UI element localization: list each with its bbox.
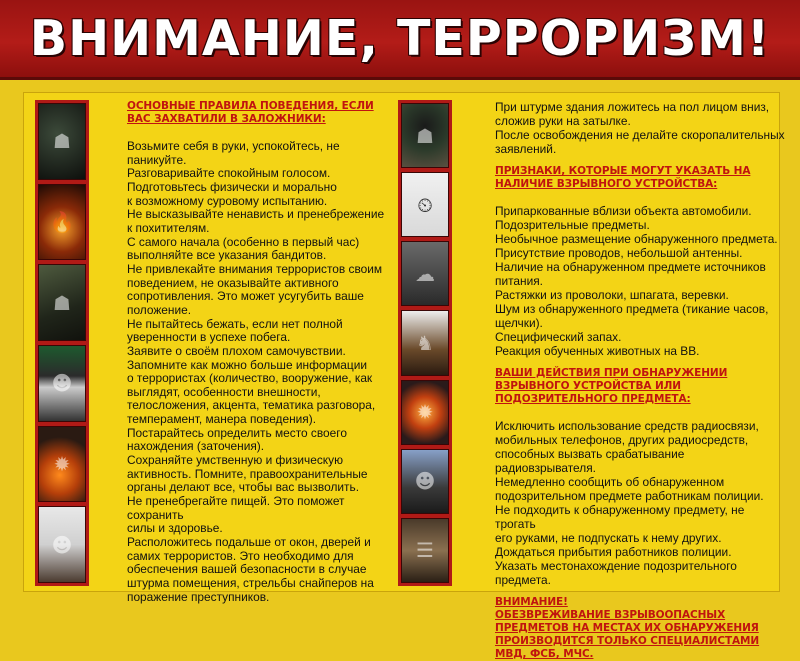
poster-header	[0, 0, 800, 80]
rule-line: Не пренебрегайте пищей. Это поможет сохранить	[127, 494, 345, 522]
rule-line: активность. Помните, правоохранительные	[127, 466, 368, 481]
warning-heading: ВНИМАНИЕ!	[495, 596, 568, 608]
rule-line: Постарайтесь определить место своего	[127, 425, 347, 440]
masked-militant-photo-icon: ☗	[401, 103, 449, 168]
soldiers-photo-icon: ☗	[38, 264, 86, 341]
rule-line: о террористах (количество, вооружение, как	[127, 371, 373, 386]
rule-line: сопротивления. Это может усугубить ваше	[127, 289, 364, 304]
hostage-rules-column	[127, 100, 392, 604]
action-line: Указать местонахождение подозрительного предмета.	[495, 559, 737, 587]
explosive-info-column	[495, 100, 785, 661]
hostage-rules-text	[127, 140, 392, 604]
warning-text: ОБЕЗВРЕЖИВАНИЕ ВЗРЫВООПАСНЫХ ПРЕДМЕТОВ НА МЕСТАХ ИХ ОБНАРУЖЕНИЯ ПРОИЗВОДИТСЯ ТОЛЬКО СПЕЦИАЛИСТАМИ МВД, ФСБ, МЧС.	[495, 609, 760, 660]
burning-car-photo-icon: 🔥	[38, 184, 86, 261]
sign-line: Растяжки из проволоки, шпагата, веревки.	[495, 288, 729, 302]
smoke-photo-icon: ☁	[401, 241, 449, 306]
sign-line: Реакция обученных животных на ВВ.	[495, 344, 700, 358]
left-photo-strip	[35, 100, 89, 586]
mid-photo-strip	[398, 100, 452, 586]
rule-line: выглядят, особенности внешности,	[127, 384, 321, 399]
rule-line: самих террористов. Это необходимо для	[127, 548, 354, 563]
action-line: Исключить использование средств радиосвязи,	[495, 419, 759, 433]
signs-heading: ПРИЗНАКИ, КОТОРЫЕ МОГУТ УКАЗАТЬ НА НАЛИЧИЕ ВЗРЫВНОГО УСТРОЙСТВА:	[495, 165, 751, 190]
action-line: подозрительном предмете работникам полиции.	[495, 489, 764, 503]
sign-line: Специфический запах.	[495, 330, 622, 344]
explosion-photo-icon: ✹	[401, 380, 449, 445]
fire-explosion-photo-icon: ✹	[38, 426, 86, 503]
rule-line: Расположитесь подальше от окон, дверей и	[127, 535, 371, 550]
rule-line: положение.	[127, 302, 192, 317]
assault-advice-text	[495, 100, 785, 156]
poster-title: ВНИМАНИЕ, ТЕРРОРИЗМ!	[29, 10, 771, 67]
rule-line: штурма помещения, стрельбы снайперов на	[127, 576, 374, 590]
rule-line: Не пытайтесь бежать, если нет полной	[127, 316, 343, 331]
rule-line: к возможному суровому испытанию.	[127, 193, 328, 208]
assault-advice-line: сложив руки на затылке.	[495, 114, 631, 128]
militants-photo-icon: ☗	[38, 103, 86, 180]
rule-line: Не высказывайте ненависть и пренебрежение	[127, 207, 385, 222]
rule-line: силы и здоровье.	[127, 521, 223, 536]
sign-line: Наличие на обнаруженном предмете источников	[495, 260, 766, 274]
rule-line: уверенности в успехе побега.	[127, 330, 291, 345]
rule-line: поведением, не оказывайте активного	[127, 275, 339, 290]
hostage-rules-heading: ОСНОВНЫЕ ПРАВИЛА ПОВЕДЕНИЯ, ЕСЛИ ВАС ЗАХВАТИЛИ В ЗАЛОЖНИКИ:	[127, 100, 374, 125]
sign-line: щелчки).	[495, 316, 543, 330]
rule-line: телосложения, акцента, тематика разговора,	[127, 398, 376, 413]
assault-advice-line: При штурме здания ложитесь на пол лицом вниз,	[495, 100, 770, 114]
police-dog-photo-icon: ♞	[401, 310, 449, 375]
assault-advice-line: заявлений.	[495, 142, 557, 156]
rule-line: Возьмите себя в руки, успокойтесь, не паникуйте.	[127, 139, 340, 167]
rule-line: обеспечения вашей безопасности в случае	[127, 562, 367, 577]
rule-line: Подготовьтесь физически и морально	[127, 179, 337, 194]
action-line: его руками, не подпускать к нему других.	[495, 531, 722, 545]
rule-line: Заявите о своём плохом самочувствии.	[127, 343, 346, 358]
rule-line: Сохраняйте умственную и физическую	[127, 453, 344, 468]
sign-line: Подозрительные предметы.	[495, 218, 650, 232]
action-line: Дождаться прибытия работников полиции.	[495, 545, 732, 559]
actions-heading: ВАШИ ДЕЙСТВИЯ ПРИ ОБНАРУЖЕНИИ ВЗРЫВНОГО УСТРОЙСТВА ИЛИ ПОДОЗРИТЕЛЬНОГО ПРЕДМЕТА:	[495, 367, 728, 405]
action-line: способных вызвать срабатывание радиовзрывателя.	[495, 447, 685, 475]
crowd-photo-icon: ☻	[401, 449, 449, 514]
rule-line: к похитителям.	[127, 220, 210, 235]
rule-line: Не привлекайте внимания террористов своим	[127, 261, 383, 276]
assault-advice-line: После освобождения не делайте скоропалительных	[495, 128, 785, 142]
rule-line: поражение преступников.	[127, 589, 270, 604]
actions-text	[495, 419, 785, 587]
sign-line: питания.	[495, 274, 543, 288]
hostage-woman-photo-icon: ☻	[38, 345, 86, 422]
rule-line: выполняйте все указания бандитов.	[127, 248, 327, 263]
rule-line: Запомните как можно больше информации	[127, 357, 367, 372]
sign-line: Присутствие проводов, небольшой антенны.	[495, 246, 743, 260]
action-line: Немедленно сообщить об обнаруженном	[495, 475, 725, 489]
rule-line: органы делают все, чтобы вас вызволить.	[127, 480, 359, 495]
rule-line: Разговаривайте спокойным голосом.	[127, 166, 331, 181]
rule-line: нахождения (заточения).	[127, 439, 265, 454]
signs-text	[495, 204, 785, 358]
rule-line: С самого начала (особенно в первый час)	[127, 234, 360, 249]
action-line: Не подходить к обнаруженному предмету, не трогать	[495, 503, 745, 531]
bomb-device-photo-icon: ⏲	[401, 172, 449, 237]
sign-line: Припаркованные вблизи объекта автомобили.	[495, 204, 752, 218]
hostages-photo-icon: ☻	[38, 506, 86, 583]
ammunition-photo-icon: ☰	[401, 518, 449, 583]
action-line: мобильных телефонов, других радиосредств,	[495, 433, 749, 447]
sign-line: Необычное размещение обнаруженного предмета.	[495, 232, 778, 246]
rule-line: темперамент, манера поведения).	[127, 412, 317, 427]
sign-line: Шум из обнаруженного предмета (тикание часов,	[495, 302, 769, 316]
